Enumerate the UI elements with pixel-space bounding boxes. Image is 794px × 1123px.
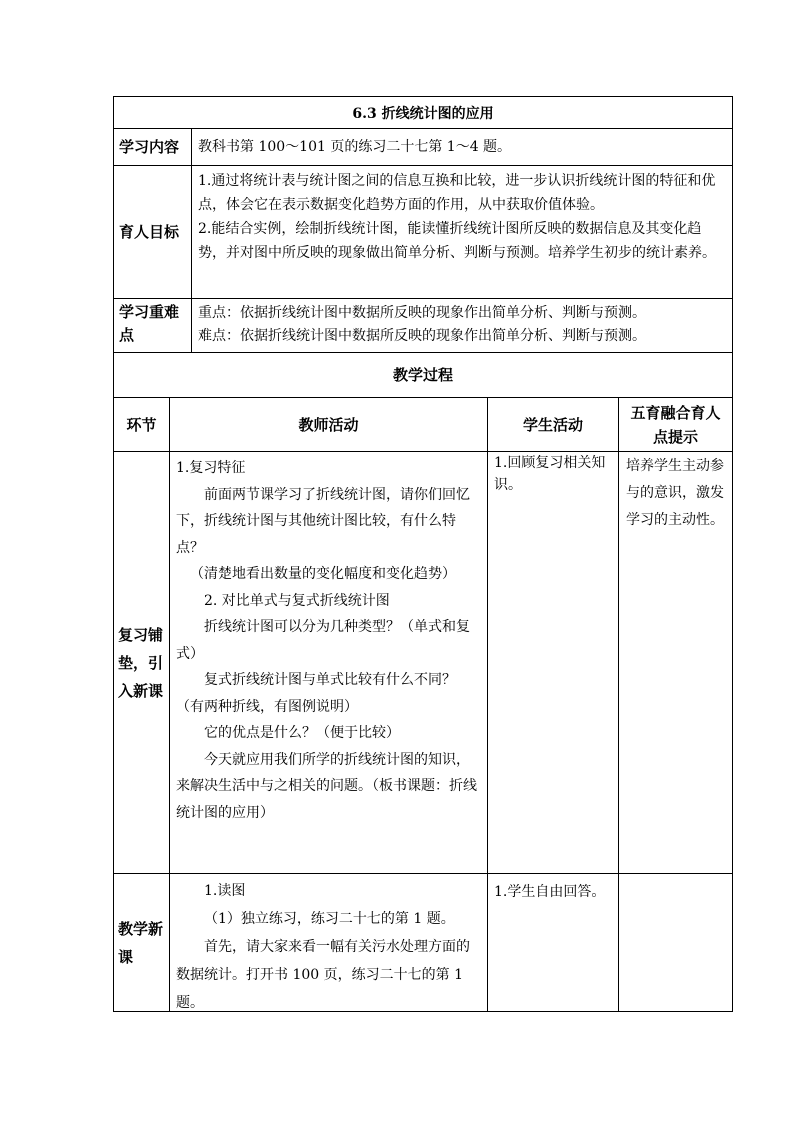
teacher-step: 1.读图 <box>204 883 246 899</box>
stage-new-lesson-label: 教学新课 <box>118 919 164 966</box>
teacher-step: 折线统计图可以分为几种类型？（单式和复式） <box>176 619 470 662</box>
table-border-left <box>113 96 114 1012</box>
difficult-point: 难点：依据折线统计图中数据所反映的现象作出简单分析、判断与预测。 <box>198 328 646 344</box>
table-border-right <box>732 96 733 1012</box>
col-divider <box>487 397 488 1012</box>
col-divider <box>191 128 192 353</box>
teacher-activity-new-lesson <box>176 877 482 1009</box>
process-heading: 教学过程 <box>392 366 453 384</box>
col-header-hint: 五育融合育人点提示 <box>630 403 721 446</box>
student-activity-new-lesson: 1.学生自由回答。 <box>494 884 606 900</box>
teacher-step: 1.复习特征 <box>176 460 246 476</box>
key-points-text <box>198 302 728 350</box>
col-header-student: 学生活动 <box>522 415 583 434</box>
col-divider <box>169 397 170 1012</box>
student-activity-review: 1.回顾复习相关知识。 <box>494 455 606 493</box>
teacher-step: 今天就应用我们所学的折线统计图的知识，来解决生活中与之相关的问题。（板书课题：折线统计图的应用） <box>176 751 477 821</box>
goal-item-2: 2.能结合实例，绘制折线统计图，能读懂折线统计图所反映的数据信息及其变化趋势，并对图中所反映的现象做出简单分析、判断与预测。培养学生初步的统计素养。 <box>198 221 716 261</box>
page-title-text: 6.3 折线统计图的应用 <box>352 105 494 122</box>
col-divider <box>618 397 619 1012</box>
key-points-label: 学习重难点 <box>119 303 180 344</box>
stage-review-label: 复习铺垫，引入新课 <box>118 625 164 700</box>
teacher-step: （1）独立练习，练习二十七的第 1 题。 <box>204 911 455 927</box>
teacher-step: 首先，请大家来看一幅有关污水处理方面的数据统计。打开书 100 页，练习二十七的第 1 题。 <box>176 939 470 1011</box>
page-title <box>114 97 732 128</box>
goals-label: 育人目标 <box>119 223 180 241</box>
col-header-teacher: 教师活动 <box>298 415 359 434</box>
study-content-label: 学习内容 <box>119 138 180 156</box>
key-point: 重点：依据折线统计图中数据所反映的现象作出简单分析、判断与预测。 <box>198 305 646 321</box>
row-divider <box>113 165 733 166</box>
teacher-step: 复式折线统计图与单式比较有什么不同？（有两种折线，有图例说明） <box>176 672 456 715</box>
row-divider <box>113 451 733 452</box>
teacher-step: 2. 对比单式与复式折线统计图 <box>204 592 390 609</box>
row-divider <box>113 873 733 874</box>
teacher-step: （清楚地看出数量的变化幅度和变化趋势） <box>190 566 456 582</box>
teacher-activity-review <box>176 455 482 870</box>
col-header-stage: 环节 <box>126 415 157 434</box>
goals-text <box>198 169 728 297</box>
row-divider <box>113 298 733 299</box>
teacher-step: 前面两节课学习了折线统计图，请你们回忆下，折线统计图与其他统计图比较，有什么特点？ <box>176 486 470 556</box>
goal-item-1: 1.通过将统计表与统计图之间的信息互换和比较，进一步认识折线统计图的特征和优点，体会它在表示数据变化趋势方面的作用，从中获取价值体验。 <box>198 173 716 213</box>
hint-review: 培养学生主动参与的意识，激发学习的主动性。 <box>626 458 724 528</box>
hint-new-lesson <box>626 880 726 910</box>
teacher-step: 它的优点是什么？（便于比较） <box>204 725 400 741</box>
study-content-text: 教科书第 100～101 页的练习二十七第 1～4 题。 <box>198 139 512 155</box>
